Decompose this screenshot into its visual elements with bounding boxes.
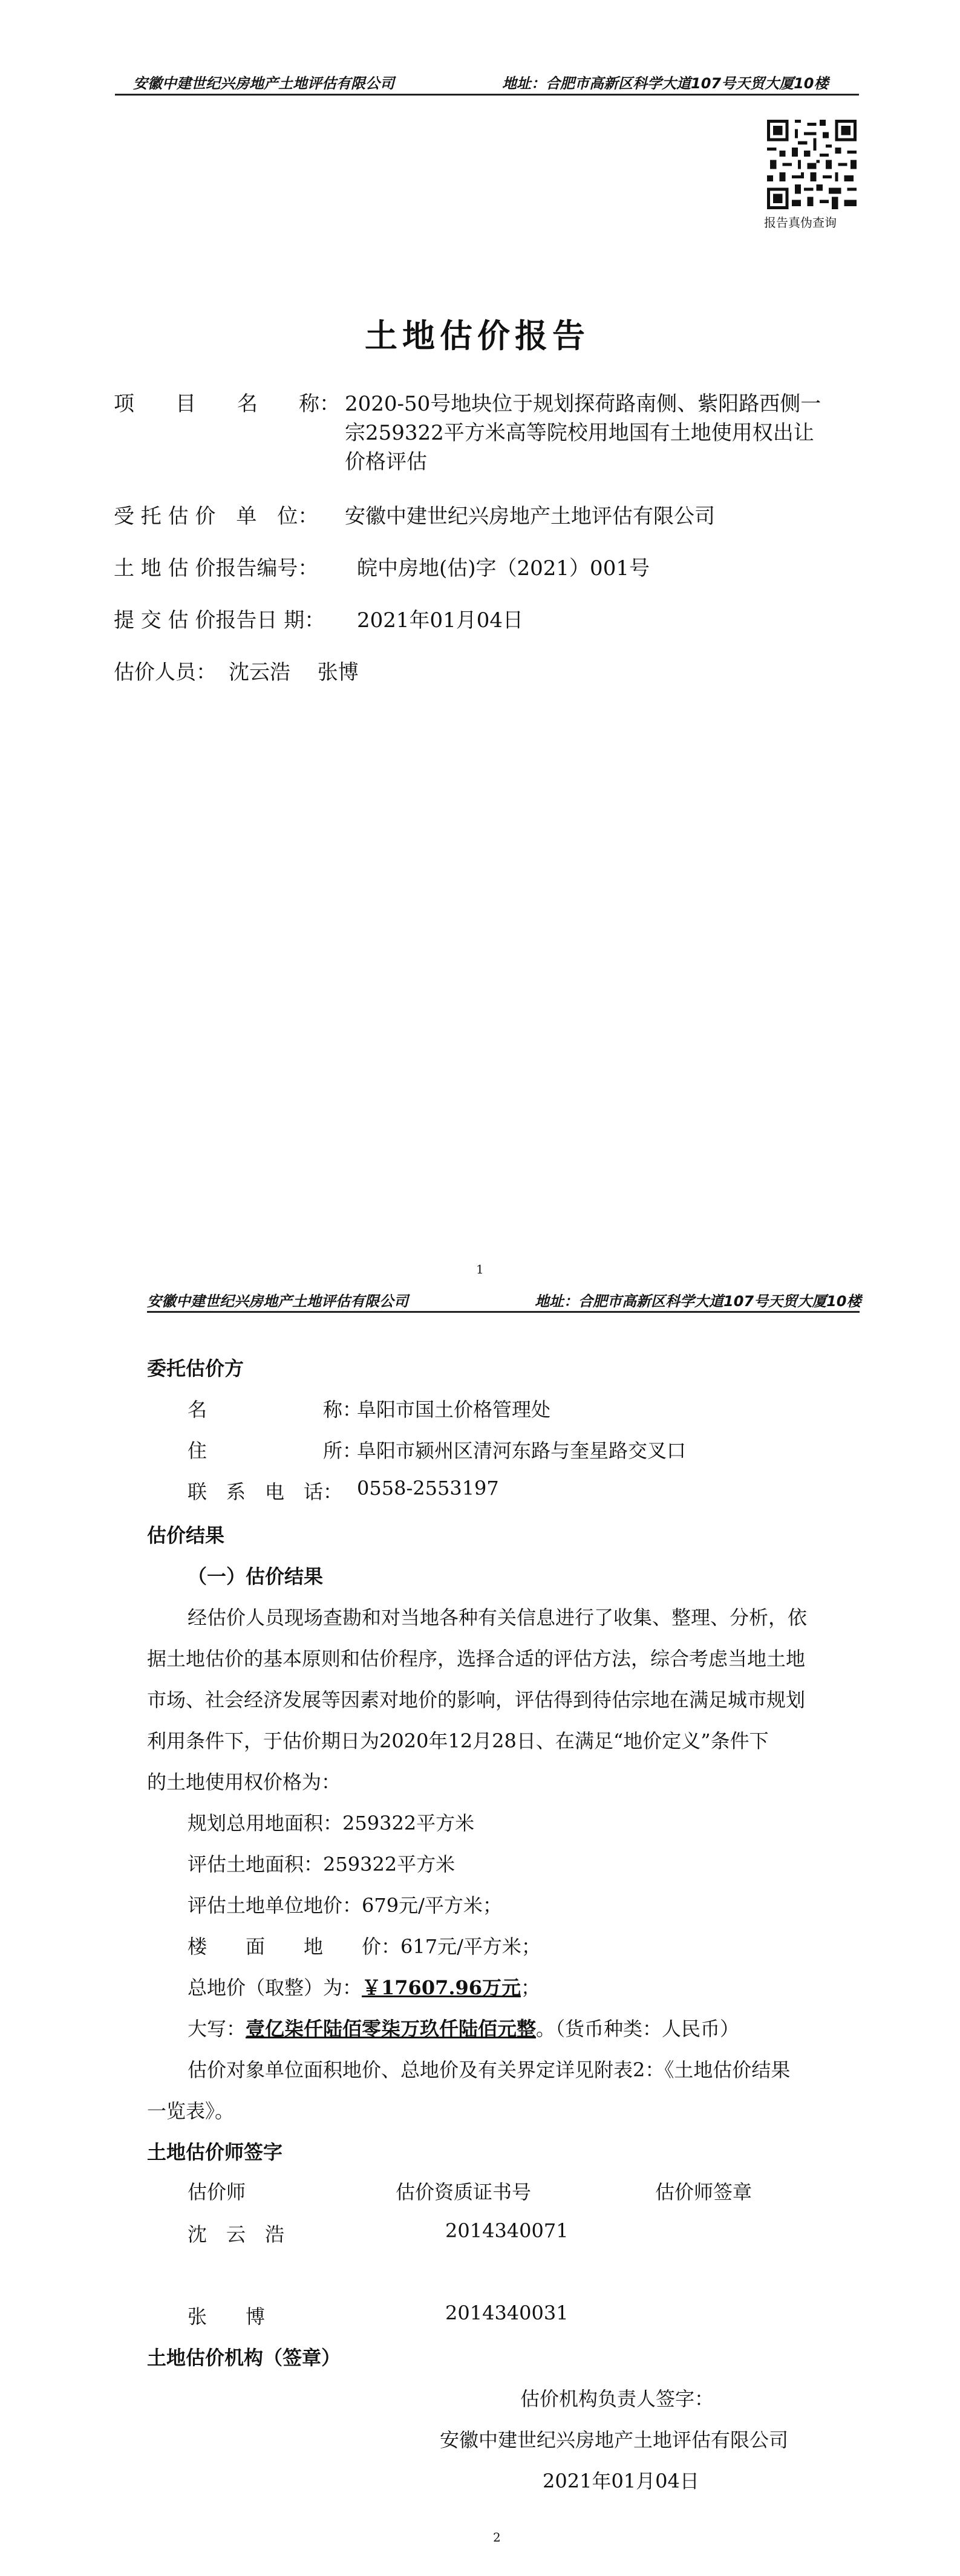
col-certificate: 估价资质证书号 bbox=[396, 2181, 532, 2204]
floor-price: 楼 面 地 价：617元/平方米； bbox=[188, 1935, 541, 1958]
client-heading: 委托估价方 bbox=[147, 1357, 244, 1380]
phone-label: 联 系 电 话： bbox=[188, 1480, 343, 1503]
header-address: 地址：合肥市高新区科学大道107号天贸大厦10楼 bbox=[502, 75, 829, 92]
appraiser-2-cert: 2014340031 bbox=[445, 2301, 569, 2324]
report-no-label: 土 地 估 价报告编号： bbox=[114, 556, 319, 581]
appraiser-1-cert: 2014340071 bbox=[445, 2219, 569, 2242]
col-seal: 估价师签章 bbox=[655, 2181, 753, 2204]
client-label: 受 托 估 价 单 位： bbox=[114, 504, 319, 529]
paragraph-line-2: 据土地估价的基本原则和估价程序，选择合适的评估方法，综合考虑当地土地 bbox=[147, 1647, 806, 1670]
total-price-label: 总地价（取整）为： bbox=[188, 1976, 362, 1999]
client-value: 安徽中建世纪兴房地产土地评估有限公司 bbox=[345, 504, 715, 529]
date-value: 2021年01月04日 bbox=[357, 608, 524, 633]
total-price-line bbox=[188, 1973, 540, 2000]
report-title: 土地估价报告 bbox=[365, 317, 590, 355]
paragraph-line-4: 利用条件下，于估价期日为2020年12月28日、在满足“地价定义”条件下 bbox=[147, 1729, 769, 1752]
header-rule bbox=[115, 94, 859, 96]
signature-heading: 土地估价师签字 bbox=[147, 2141, 283, 2164]
header-rule-2 bbox=[147, 1311, 860, 1313]
appraisers-value: 沈云浩 张博 bbox=[229, 660, 359, 685]
note-line-2: 一览表》。 bbox=[147, 2100, 235, 2122]
result-heading: 估价结果 bbox=[147, 1524, 225, 1547]
amount-in-words-line bbox=[188, 2014, 739, 2041]
amount-in-words-label: 大写： bbox=[188, 2017, 246, 2040]
page-number-1: 1 bbox=[476, 1262, 484, 1277]
project-line-3: 价格评估 bbox=[345, 450, 427, 474]
unit-price: 评估土地单位地价：679元/平方米； bbox=[188, 1894, 502, 1917]
header-company: 安徽中建世纪兴房地产土地评估有限公司 bbox=[133, 75, 394, 92]
appraiser-1-name: 沈 云 浩 bbox=[188, 2223, 285, 2246]
leader-signature: 估价机构负责人签字： bbox=[520, 2387, 714, 2410]
name-label: 名 称： bbox=[188, 1398, 362, 1421]
appraiser-2-name: 张 博 bbox=[188, 2305, 266, 2328]
paragraph-line-5: 的土地使用权价格为： bbox=[147, 1771, 341, 1794]
qr-caption: 报告真伪查询 bbox=[764, 215, 837, 230]
org-name: 安徽中建世纪兴房地产土地评估有限公司 bbox=[440, 2428, 789, 2451]
header-company-2: 安徽中建世纪兴房地产土地评估有限公司 bbox=[147, 1293, 408, 1310]
result-subheading: （一）估价结果 bbox=[188, 1565, 324, 1588]
appraisers-label: 估价人员： bbox=[114, 660, 217, 685]
project-line-2: 宗259322平方米高等院校用地国有土地使用权出让 bbox=[345, 421, 814, 445]
note-line-1: 估价对象单位面积地价、总地价及有关界定详见附表2：《土地估价结果 bbox=[188, 2058, 791, 2081]
date-label: 提 交 估 价报告日 期： bbox=[114, 608, 325, 633]
address-label: 住 所： bbox=[188, 1439, 362, 1462]
col-appraiser: 估价师 bbox=[188, 2181, 246, 2204]
project-label: 项 目 名 称： bbox=[114, 392, 340, 416]
evaluated-area: 评估土地面积：259322平方米 bbox=[188, 1853, 456, 1876]
project-line-1: 2020-50号地块位于规划探荷路南侧、紫阳路西侧一 bbox=[345, 392, 821, 416]
header-address-2: 地址：合肥市高新区科学大道107号天贸大厦10楼 bbox=[535, 1293, 861, 1310]
amount-in-words-suffix: 。（货币种类：人民币） bbox=[536, 2017, 740, 2040]
report-no-value: 皖中房地(估)字（2021）001号 bbox=[357, 556, 650, 581]
planned-area: 规划总用地面积：259322平方米 bbox=[188, 1812, 475, 1835]
paragraph-line-1: 经估价人员现场查勘和对当地各种有关信息进行了收集、整理、分析，依 bbox=[188, 1606, 808, 1629]
paragraph-line-3: 市场、社会经济发展等因素对地价的影响，评估得到待估宗地在满足城市规划 bbox=[147, 1688, 806, 1711]
org-date: 2021年01月04日 bbox=[543, 2470, 699, 2493]
qr-code-icon bbox=[767, 120, 857, 209]
phone-value: 0558-2553197 bbox=[357, 1477, 499, 1500]
org-heading: 土地估价机构（签章） bbox=[147, 2346, 341, 2369]
address-value: 阜阳市颍州区清河东路与奎星路交叉口 bbox=[357, 1439, 687, 1462]
name-value: 阜阳市国土价格管理处 bbox=[357, 1398, 551, 1421]
amount-in-words-value: 壹亿柒仟陆佰零柒万玖仟陆佰元整 bbox=[246, 2017, 537, 2040]
total-price-suffix: ； bbox=[521, 1976, 541, 1999]
page-number-2: 2 bbox=[493, 2530, 501, 2545]
total-price-value: ￥17607.96万元 bbox=[362, 1976, 521, 1999]
